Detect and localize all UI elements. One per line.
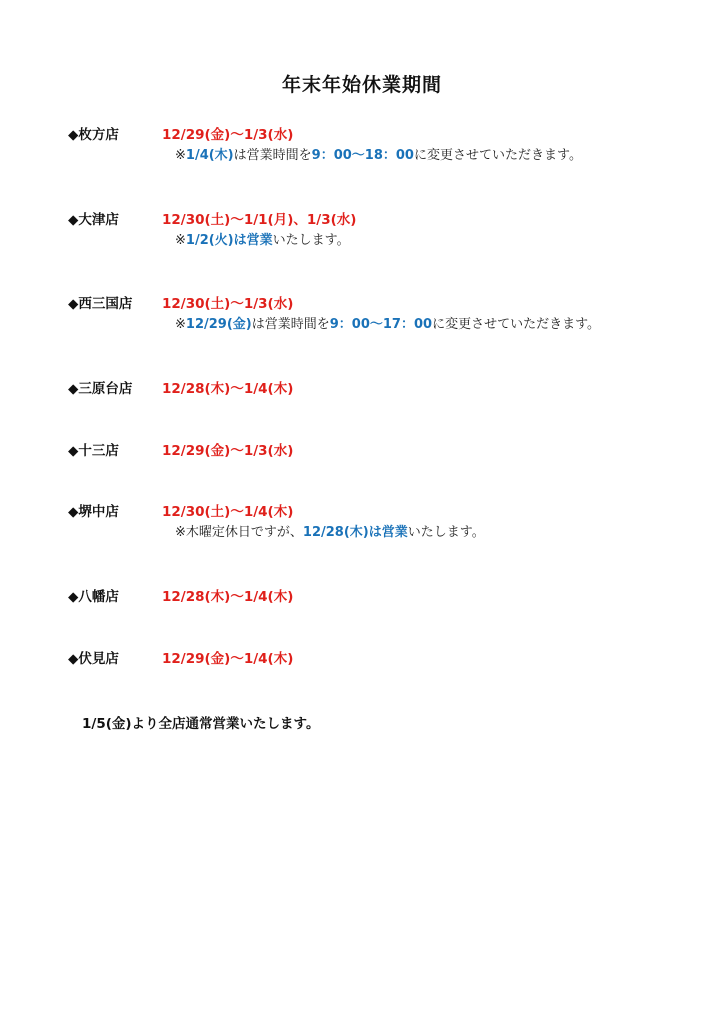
store-entry-otsu	[68, 208, 708, 252]
note-highlight: 12/28(木)は営業	[302, 525, 408, 540]
store-name: ◆十三店	[68, 443, 119, 459]
store-entry-yawata	[68, 585, 708, 607]
store-entry-nishimikuni	[68, 292, 708, 336]
store-entry-sakainaka	[68, 500, 708, 544]
store-note	[175, 314, 708, 336]
note-text: ※	[175, 148, 186, 163]
store-name: ◆堺中店	[68, 504, 119, 520]
closure-period: 12/30(土)～1/3(水)	[162, 296, 294, 312]
store-row	[68, 292, 708, 314]
note-text: いたします。	[272, 233, 350, 248]
store-row	[68, 500, 708, 522]
note-highlight: 9：00～17：00	[329, 317, 433, 332]
store-row	[68, 123, 708, 145]
store-row	[68, 439, 708, 461]
store-entry-fushimi	[68, 647, 708, 669]
store-entry-hirakata	[68, 123, 708, 167]
store-name: ◆八幡店	[68, 589, 119, 605]
store-entry-juso	[68, 439, 708, 461]
note-highlight: 12/29(金)	[185, 317, 252, 332]
note-text: は営業時間を	[251, 317, 330, 332]
note-highlight: 1/2(火)は営業	[185, 233, 273, 248]
note-text: に変更させていただきます。	[413, 148, 582, 163]
store-name: ◆伏見店	[68, 651, 119, 667]
store-row	[68, 377, 708, 399]
store-note	[175, 145, 708, 167]
note-highlight: 1/4(木)	[185, 148, 234, 163]
store-row	[68, 585, 708, 607]
store-name: ◆三原台店	[68, 381, 133, 397]
store-note	[175, 230, 708, 252]
closure-period: 12/29(金)～1/3(水)	[162, 443, 294, 459]
closure-period: 12/29(金)～1/4(木)	[162, 651, 294, 667]
closure-period: 12/30(土)～1/4(木)	[162, 504, 294, 520]
closure-period: 12/28(木)～1/4(木)	[162, 381, 294, 397]
note-text: いたします。	[407, 525, 485, 540]
note-text: ※木曜定休日ですが、	[175, 525, 303, 540]
note-text: ※	[175, 317, 186, 332]
store-row	[68, 208, 708, 230]
resume-notice: 1/5(金)より全店通常営業いたします。	[82, 716, 320, 732]
store-name: ◆西三国店	[68, 296, 133, 312]
note-highlight: 9：00～18：00	[311, 148, 414, 163]
closure-period: 12/28(木)～1/4(木)	[162, 589, 294, 605]
store-note	[175, 522, 708, 544]
note-text: ※	[175, 233, 186, 248]
store-row	[68, 647, 708, 669]
note-text: に変更させていただきます。	[432, 317, 601, 332]
store-entry-miharadai	[68, 377, 708, 399]
closure-period: 12/29(金)～1/3(水)	[162, 127, 294, 143]
page-title: 年末年始休業期間	[281, 74, 442, 96]
closure-period: 12/30(土)～1/1(月)、1/3(水)	[162, 212, 357, 228]
store-name: ◆大津店	[68, 212, 119, 228]
note-text: は営業時間を	[233, 148, 312, 163]
store-name: ◆枚方店	[68, 127, 119, 143]
